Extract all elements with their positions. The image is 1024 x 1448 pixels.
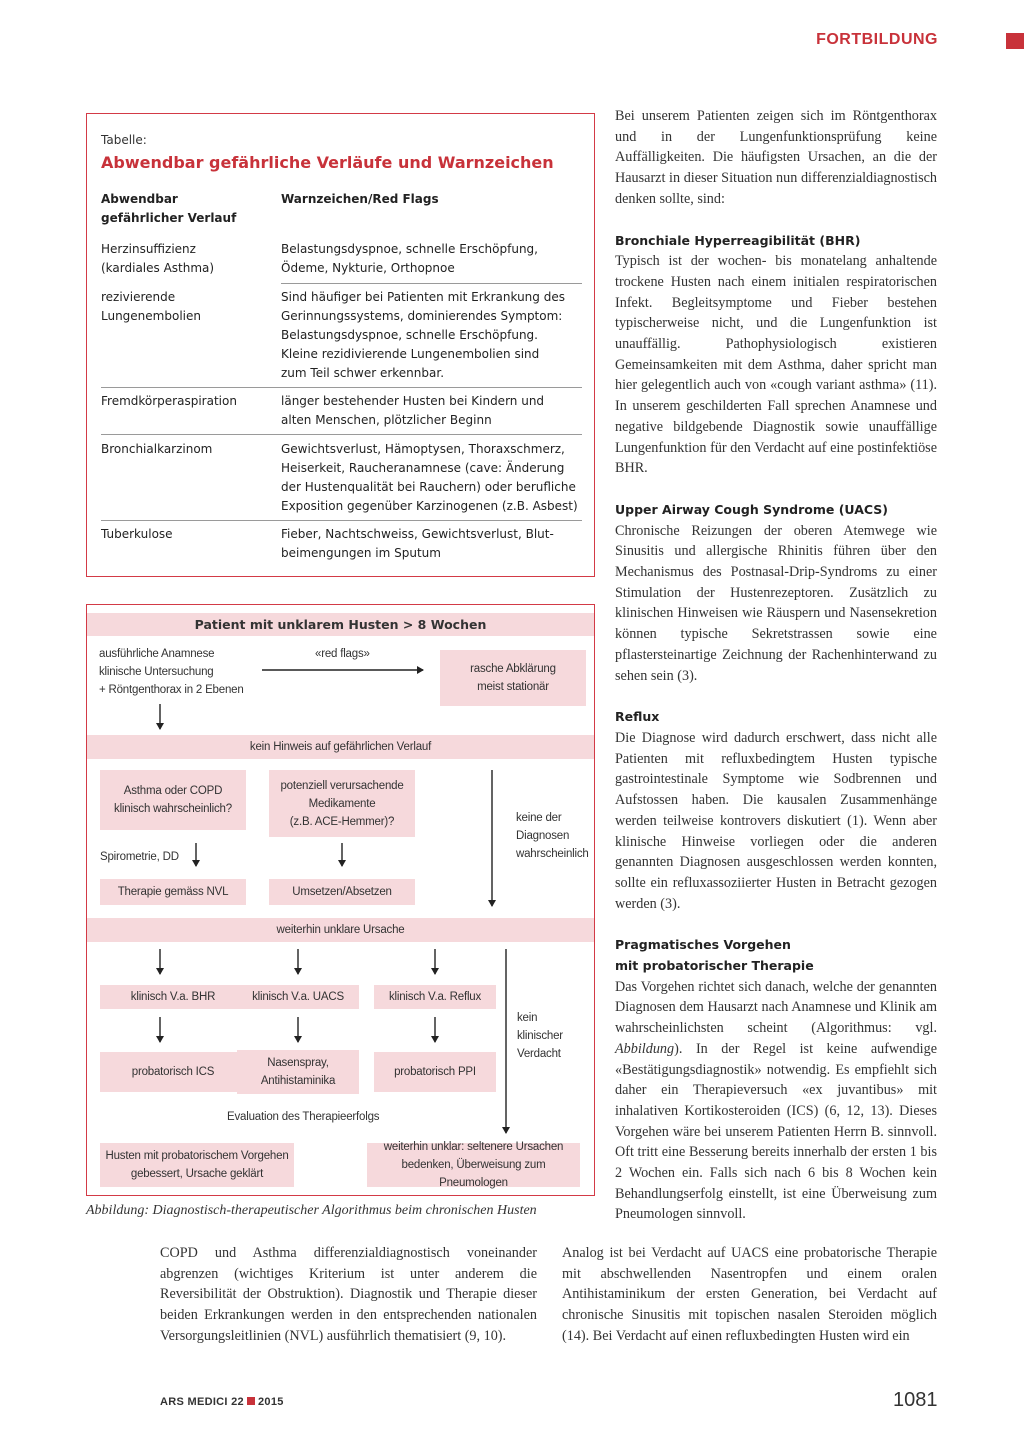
flow-line: Asthma oder COPD (123, 785, 223, 797)
algorithm-flowchart (86, 604, 595, 1196)
cell-line: Herzinsuffizienz (101, 242, 196, 256)
header-line: Abwendbar (101, 192, 178, 206)
flow-red-flags-label: «red flags» (315, 648, 370, 660)
journal-footer (160, 1396, 284, 1408)
header-line: gefährlicher Verlauf (101, 211, 237, 225)
cell-line: alten Menschen, plötzlicher Beginn (281, 413, 492, 427)
cell-line: Tuberkulose (101, 527, 173, 541)
cell-line: Heiserkeit, Raucheranamnese (cave: Änderung (281, 461, 565, 475)
flow-line: klinischer (517, 1030, 563, 1042)
cell-line: zum Teil schwer erkennbar. (281, 366, 445, 380)
table-cell-course (101, 525, 173, 544)
flow-line: wahrscheinlich (516, 848, 589, 860)
table-cell-course (101, 392, 237, 411)
flow-line: bedenken, Überweisung zum Pneumologen (401, 1159, 546, 1189)
flow-line: Antihistaminika (260, 1075, 336, 1087)
right-column (615, 106, 937, 1225)
flow-arrows (87, 605, 594, 1195)
cell-line: Exposition gegenüber Karzinogenen (z.B. Asbest) (281, 499, 578, 513)
flow-line: weiterhin unklar: seltenere Ursachen (383, 1141, 564, 1153)
flow-reflux-box: klinisch V.a. Reflux (374, 985, 496, 1009)
cell-line: Fieber, Nachtschweiss, Gewichtsverlust, Blut- (281, 527, 554, 541)
flow-line: Husten mit probatorischem Vorgehen (105, 1150, 289, 1162)
cell-line: Gewichtsverlust, Hämoptysen, Thoraxschmerz, (281, 442, 565, 456)
table-cell-signs (281, 240, 538, 278)
cell-line: Belastungsdyspnoe, schnelle Erschöpfung, (281, 242, 538, 256)
flow-line: kein (517, 1012, 538, 1024)
flow-spirometry-label: Spirometrie, DD (100, 851, 179, 863)
row-divider (101, 387, 582, 388)
flow-line: klinische Untersuchung (99, 666, 214, 678)
table-col2-header: Warnzeichen/Red Flags (281, 192, 439, 206)
flow-line: rasche Abklärung (470, 663, 556, 675)
table-eyebrow: Tabelle: (101, 133, 147, 147)
flow-still-unclear-bar: weiterhin unklare Ursache (87, 918, 594, 942)
row-divider (101, 520, 582, 521)
paragraph-pragmatic (615, 977, 937, 1225)
cell-line: rezivierende (101, 290, 176, 304)
cell-line: der Hustenqualität bei Rauchern) oder berufliche (281, 480, 576, 494)
flow-ppi-box: probatorisch PPI (374, 1052, 496, 1092)
flow-ics-box: probatorisch ICS (100, 1052, 246, 1092)
row-divider (101, 434, 582, 435)
table-cell-course (101, 288, 201, 326)
row-divider (281, 283, 582, 284)
table-cell-signs (281, 288, 565, 383)
bottom-right-paragraph: Analog ist bei Verdacht auf UACS eine probatorische Therapie mit abschwellenden Nasentropfen und einem oralen Antihistaminikum der ersten Generation, bei Verdacht auf chronische Sinusitis mit topischen nasalen Steroiden möglich (14). Bei Verdacht auf einen refluxbedingten Husten wird ein (562, 1245, 937, 1344)
heading-bhr: Bronchiale Hyperreagibilität (BHR) (615, 232, 861, 248)
text-run: ). In der Regel ist keine aufwendige «Bestätigungsdiagnostik» notwendig. Es empfiehlt sich daher ein Therapieversuch «ex juvantibus» mit inhalativen Kortikosteroiden (ICS) (6, 12, 13). Dieses Vorgehen wäre bei unserem Patienten Herrn B. sinnvoll. Oft tritt eine Besserung bereits innerhalb der ersten 1 bis 2 Wochen ein. Falls sich nach 6 bis 8 Wochen kein Behandlungserfolg einstellt, ist eine Überweisung zum Pneumologen sinnvoll. (615, 1040, 937, 1223)
cell-line: (kardiales Asthma) (101, 261, 215, 275)
heading-pragmatic-sub: mit probatorischer Therapie (615, 958, 814, 974)
cell-line: Sind häufiger bei Patienten mit Erkrankung des (281, 290, 565, 304)
flow-switch-box: Umsetzen/Absetzen (269, 879, 415, 905)
journal-name: ARS MEDICI 22 (160, 1396, 244, 1408)
cell-line: Kleine rezidivierende Lungenembolien sind (281, 347, 540, 361)
flow-line: klinisch wahrscheinlich? (114, 803, 232, 815)
text-run: Das Vorgehen richtet sich danach, welche der genannten Diagnosen dem Hausarzt nach Anamnese und Klinik am wahrscheinlichsten scheint (Algorithmus: vgl. (615, 978, 937, 1037)
footer-square (247, 1397, 255, 1405)
flow-line: Medikamente (308, 797, 376, 810)
flow-line: Diagnosen (516, 830, 570, 842)
figure-caption: Abbildung: Diagnostisch-therapeutischer Algorithmus beim chronischen Husten (86, 1203, 537, 1218)
cell-line: Fremdkörperaspiration (101, 394, 237, 408)
flow-line: ausführliche Anamnese (99, 648, 215, 660)
bottom-left-paragraph: COPD und Asthma differenzialdiagnostisch voneinander abgrenzen (wichtiges Kriterium ist unter anderem die Reversibilität der Obstruktion). Diagnostik und Therapie dieser beiden Erkrankungen werden in den entsprechenden nationalen Versorgungsleitlinien (NVL) ausführlich thematisiert (9, 10). (160, 1245, 537, 1344)
table-cell-course (101, 240, 214, 278)
section-label: FORTBILDUNG (816, 31, 938, 48)
table-col1-header (101, 190, 236, 228)
flow-uacs-box: klinisch V.a. UACS (237, 985, 359, 1009)
table-cell-signs (281, 392, 544, 430)
flow-start-bar: Patient mit unklarem Husten > 8 Wochen (87, 613, 594, 636)
cell-line: Bronchialkarzinom (101, 442, 213, 456)
cell-line: Gerinnungssystems, dominierendes Symptom: (281, 309, 563, 323)
cell-line: länger bestehender Husten bei Kindern und (281, 394, 545, 408)
flow-line: + Röntgenthorax in 2 Ebenen (99, 684, 244, 696)
table-cell-signs (281, 440, 578, 516)
heading-reflux: Reflux (615, 709, 660, 725)
cell-line: Ödeme, Nykturie, Orthopnoe (281, 261, 455, 275)
warning-signs-table (86, 113, 595, 577)
flow-therapy-nvl-box: Therapie gemäss NVL (100, 879, 246, 905)
intro-paragraph: Bei unserem Patienten zeigen sich im Röntgenthorax und in der Lungenfunktionsprüfung keine Auffälligkeiten. Die häufigsten Ursachen, an die der Hausarzt in dieser Situation nun differenzialdiagnostisch denken sollte, sind: (615, 108, 937, 207)
heading-uacs: Upper Airway Cough Syndrome (UACS) (615, 501, 888, 517)
flow-no-hint-bar: kein Hinweis auf gefährlichen Verlauf (87, 735, 594, 759)
flow-line: Nasenspray, (267, 1057, 329, 1069)
paragraph-uacs: Chronische Reizungen der oberen Atemwege wie Sinusitis und allergische Rhinitis führen über den Mechanismus des Postnasal-Drip-Syndroms zu einer Stimulation der Hustenrezeptoren. Zusätzlich zu klinischen Hinweisen wie Räuspern und Nasensekretion können typische Sekretstrassen sowie eine pflastersteinartige Zeichnung der Rachenhinterwand zu sehen sein (3). (615, 522, 937, 684)
flow-line: keine der (516, 812, 562, 824)
journal-year: 2015 (257, 1396, 284, 1408)
paragraph-bhr: Typisch ist der wochen- bis monatelang anhaltende trockene Husten nach einem initialen respiratorischen Infekt. Begleitsymptome und Fieber bestehen typischerweise nicht, und die Lungenfunktion ist unauffällig. Pathophysiologisch existieren Gemeinsamkeiten mit dem Asthma, daher spricht man hier gelegentlich auch von «cough variant asthma» (11). In unserem geschilderten Fall sprechen Anamnese und negative bildgebende Diagnostik sowie unauffällige Lungenfunktion für den Verdacht auf eine postinfektiöse BHR. (615, 253, 937, 477)
flow-line: Verdacht (517, 1048, 561, 1060)
page-number: 1081 (893, 1389, 938, 1411)
table-title: Abwendbar gefährliche Verläufe und Warnzeichen (101, 153, 554, 172)
flow-evaluation-label: Evaluation des Therapieerfolgs (227, 1111, 380, 1123)
table-cell-signs (281, 525, 554, 563)
cell-line: Lungenembolien (101, 309, 201, 323)
flow-line: (z.B. ACE-Hemmer)? (289, 815, 395, 828)
cell-line: Belastungsdyspnoe, schnelle Erschöpfung. (281, 328, 538, 342)
flow-line: meist stationär (477, 681, 549, 693)
flow-line: potenziell verursachende (280, 779, 404, 792)
flow-line: gebessert, Ursache geklärt (130, 1168, 264, 1180)
table-cell-course (101, 440, 212, 459)
text-emphasis: Abbildung (615, 1040, 675, 1057)
paragraph-reflux: Die Diagnose wird dadurch erschwert, dass nicht alle Patienten mit refluxbedingtem Husten typische gastrointestinale Symptome wie Sodbrennen und Aufstossen haben. Die kausalen Zusammenhänge werden teilweise kontrovers diskutiert (1). Wenn aber klinische Hinweise vorliegen oder die anderen genannten Diagnosen ausgeschlossen werden konnten, sollte ein refluxassoziierter Husten in Betracht gezogen werden (3). (615, 729, 937, 912)
heading-pragmatic: Pragmatisches Vorgehen (615, 937, 791, 953)
section-marker (1006, 33, 1024, 49)
cell-line: beimengungen im Sputum (281, 546, 441, 560)
flow-bhr-box: klinisch V.a. BHR (100, 985, 246, 1009)
